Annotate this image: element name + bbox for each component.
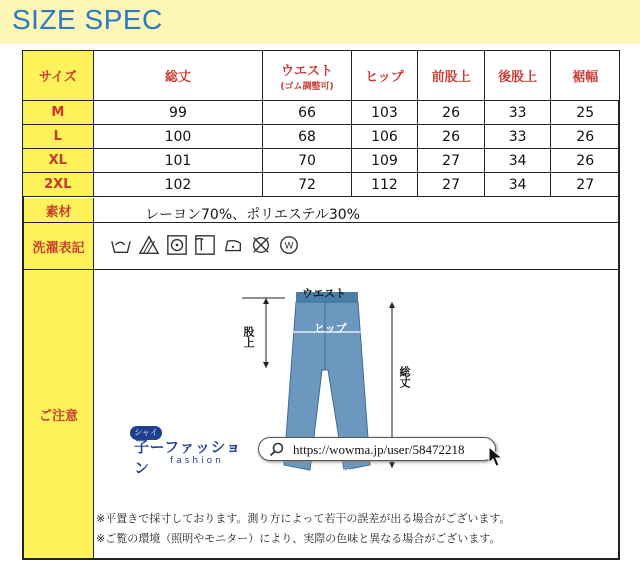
line-dry-icon <box>194 234 216 256</box>
col-header-back-rise: 後股上 <box>484 51 551 101</box>
table-cell: 27 <box>418 173 485 197</box>
waist-label: ウエスト <box>280 63 333 79</box>
notice-label: ご注意 <box>24 270 94 558</box>
diagram-waist-label: ウエスト <box>302 287 346 300</box>
col-header-hem: 裾幅 <box>551 51 620 101</box>
table-cell: 70 <box>263 149 351 173</box>
table-cell: 26 <box>418 125 485 149</box>
diagram-hip-label: ヒップ <box>314 322 347 335</box>
table-cell: 27 <box>551 173 620 197</box>
table-cell: 102 <box>93 173 263 197</box>
size-cell: L <box>23 125 94 149</box>
url-text: https://wowma.jp/user/58472218 <box>293 442 465 457</box>
waist-note: (ゴム調整可) <box>280 81 334 92</box>
col-header-size: サイズ <box>23 51 94 101</box>
table-cell: 26 <box>551 149 620 173</box>
table-row <box>23 125 620 149</box>
row-divider <box>22 269 620 270</box>
no-tumble-dry-icon <box>166 234 188 256</box>
diagram-hem-label: 裾幅 <box>342 468 364 481</box>
material-label: 素材 <box>24 198 94 222</box>
logo-brand: 子ーファッション <box>134 438 242 477</box>
table-cell: 99 <box>93 101 263 125</box>
table-cell: 101 <box>93 149 263 173</box>
material-value: レーヨン70%、ポリエステル30% <box>145 207 360 223</box>
table-cell: 33 <box>484 101 551 125</box>
table-cell: 25 <box>551 101 620 125</box>
size-cell: M <box>23 101 94 125</box>
col-header-waist <box>263 51 351 101</box>
logo-badge: シャイ <box>130 426 162 440</box>
table-cell: 68 <box>263 125 351 149</box>
table-cell: 33 <box>484 125 551 149</box>
table-cell: 66 <box>263 101 351 125</box>
care-icons <box>110 234 300 256</box>
size-cell: XL <box>23 149 94 173</box>
care-label: 洗濯表記 <box>24 223 94 269</box>
table-cell: 103 <box>351 101 418 125</box>
col-header-hip: ヒップ <box>351 51 418 101</box>
table-row <box>23 101 620 125</box>
col-header-front-rise: 前股上 <box>418 51 485 101</box>
iron-low-icon <box>222 234 244 256</box>
brand-logo <box>130 428 255 477</box>
table-cell: 34 <box>484 149 551 173</box>
note-line: ※ご覧の環境（照明やモニター）により、実際の色味と異なる場合がございます。 <box>96 532 501 545</box>
table-row <box>23 149 620 173</box>
diagram-length-label: 総丈 <box>398 366 411 388</box>
header-bar <box>0 0 640 44</box>
url-bar[interactable] <box>258 437 496 461</box>
table-cell: 106 <box>351 125 418 149</box>
note-line: ※平置きで採寸しております。測り方によって若干の誤差が出る場合がございます。 <box>96 512 511 525</box>
size-cell: 2XL <box>23 173 94 197</box>
no-dry-clean-icon <box>250 234 272 256</box>
cursor-icon <box>488 446 504 468</box>
size-table <box>22 50 620 197</box>
table-cell: 26 <box>551 125 620 149</box>
table-cell: 72 <box>263 173 351 197</box>
search-icon <box>269 441 285 457</box>
no-bleach-icon <box>138 234 160 256</box>
table-cell: 27 <box>418 149 485 173</box>
table-cell: 26 <box>418 101 485 125</box>
pants-diagram <box>230 280 420 500</box>
logo-sub: fashion <box>170 456 224 466</box>
diagram-rise-label: 股上 <box>242 326 255 348</box>
table-cell: 100 <box>93 125 263 149</box>
table-row <box>23 173 620 197</box>
col-header-length: 総丈 <box>93 51 263 101</box>
page-title: SIZE SPEC <box>12 4 163 35</box>
svg-text:W: W <box>284 240 294 252</box>
table-cell: 112 <box>351 173 418 197</box>
table-cell: 109 <box>351 149 418 173</box>
hand-wash-icon <box>110 234 132 256</box>
wet-clean-icon <box>278 234 300 256</box>
table-cell: 34 <box>484 173 551 197</box>
